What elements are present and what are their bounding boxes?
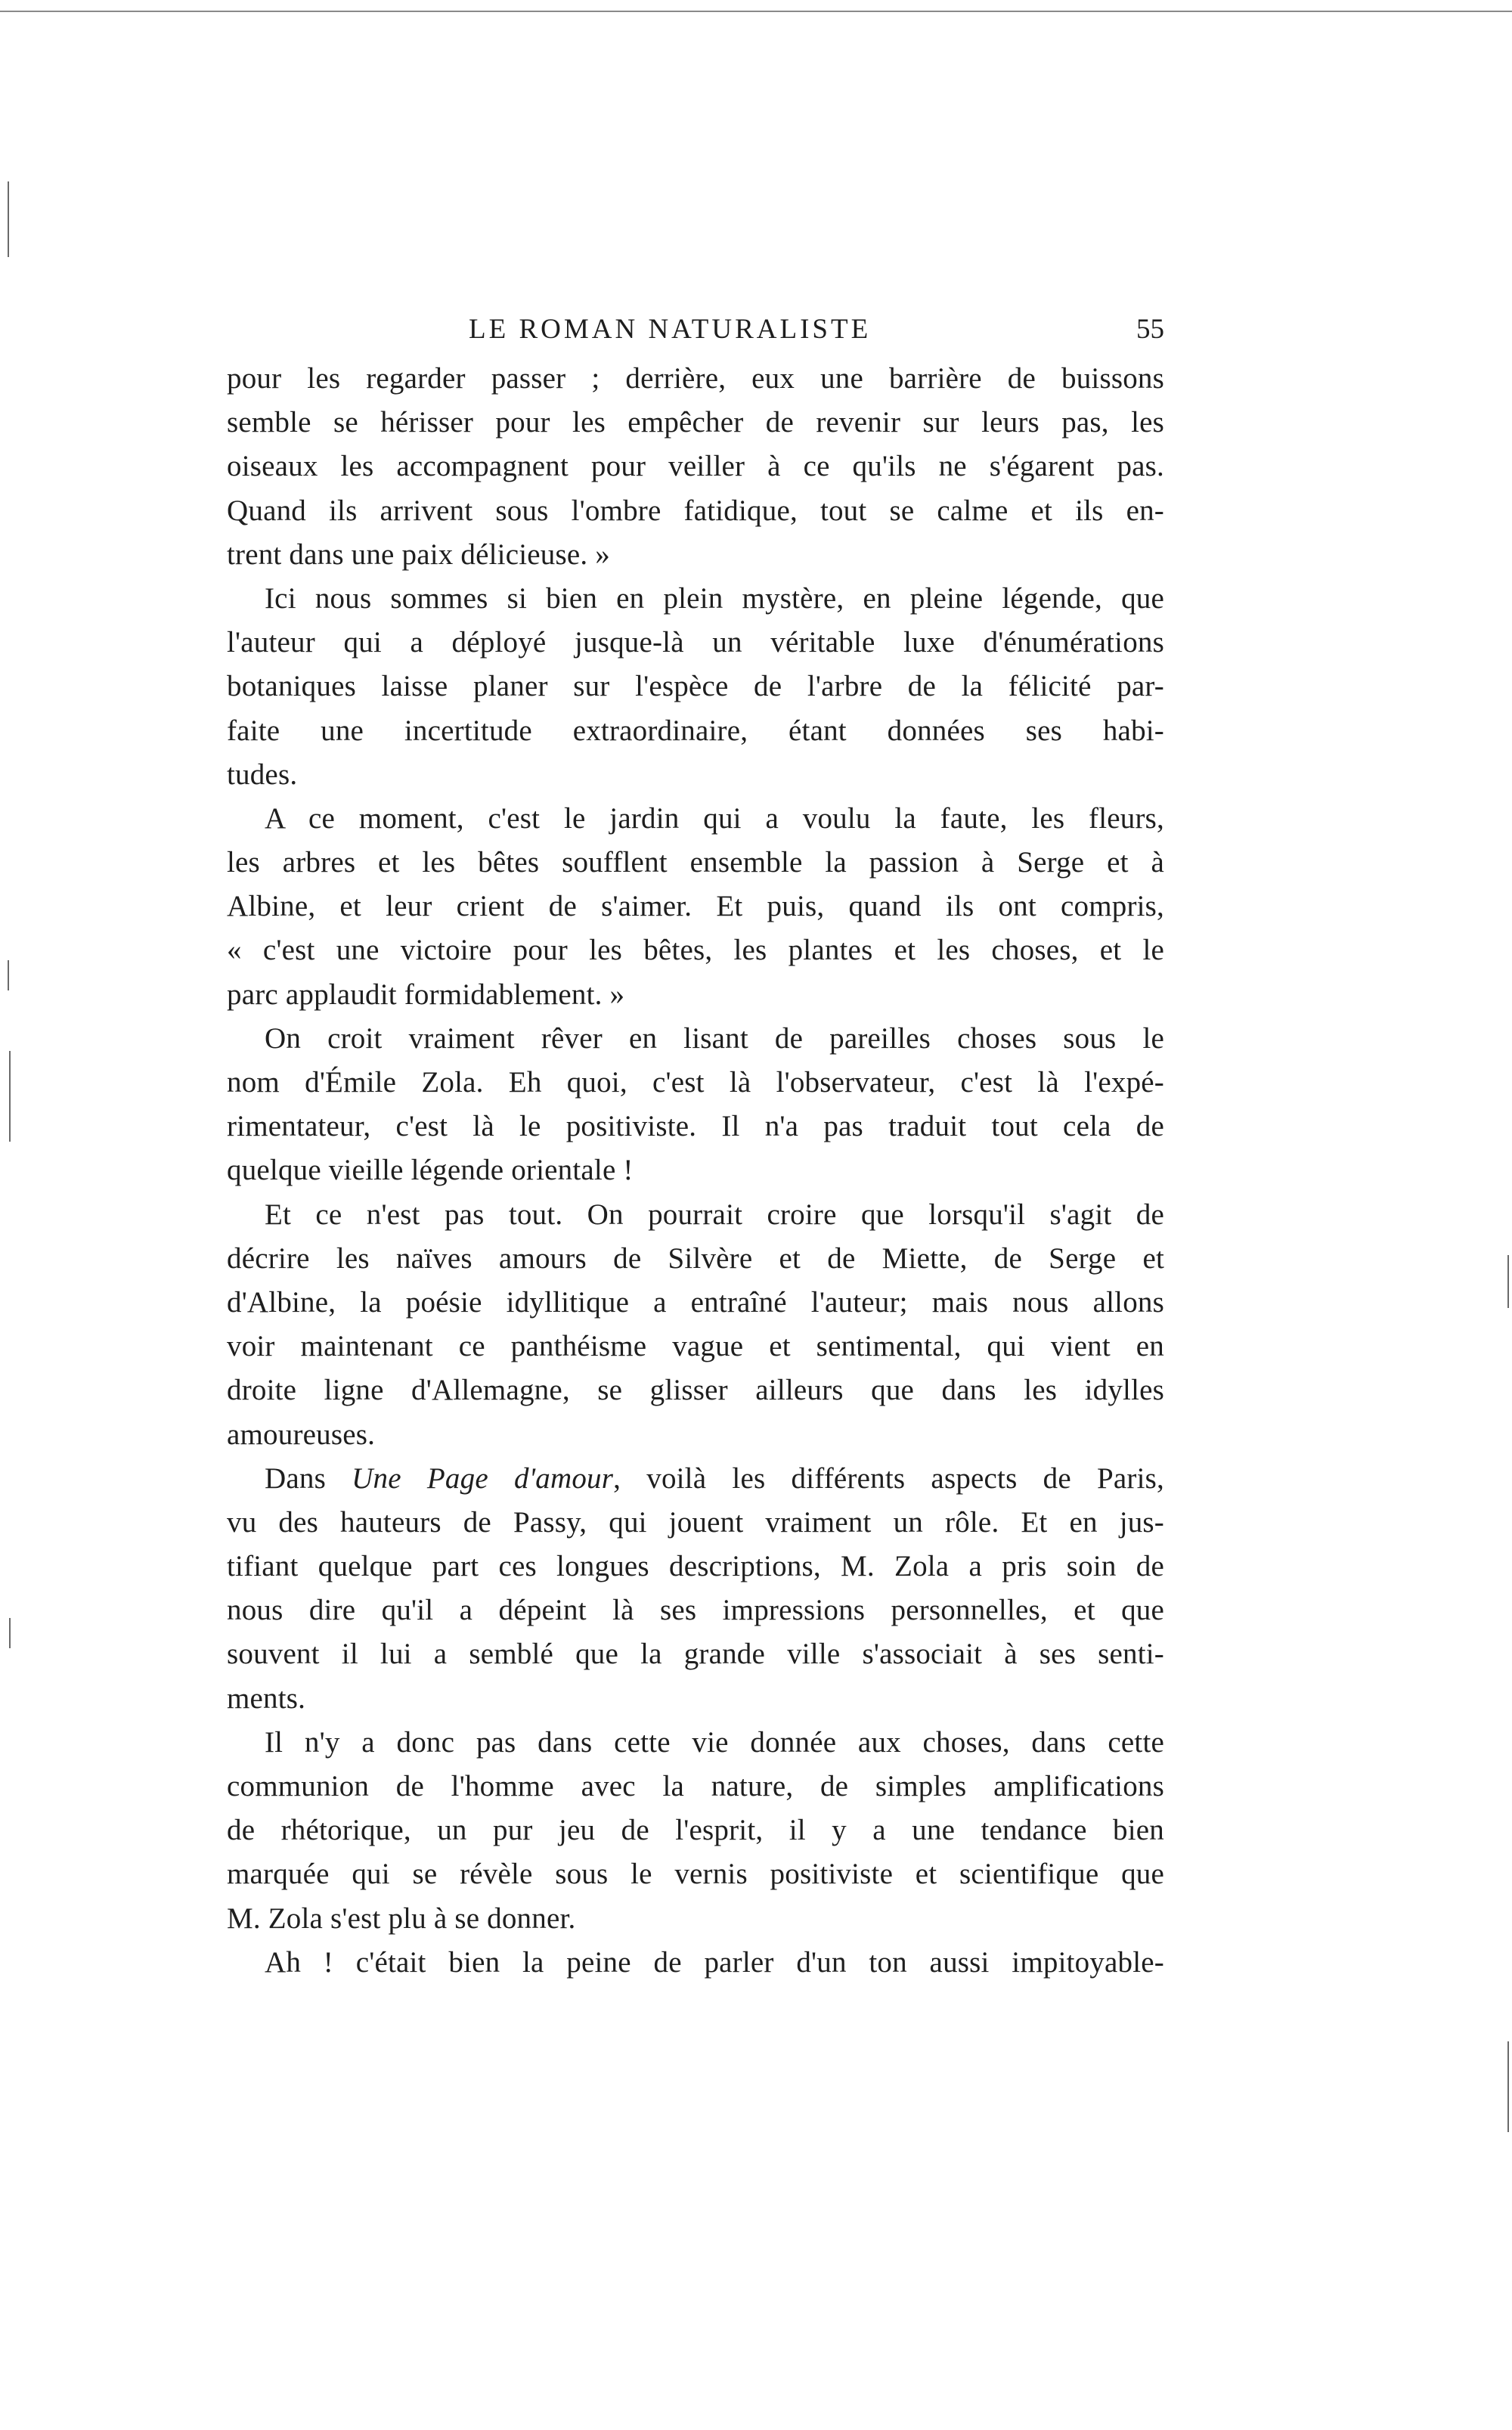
- text-line: semble se hérisser pour les empêcher de revenir sur leurs pas, les: [227, 406, 1164, 439]
- scan-left-mark-4: [9, 1618, 11, 1648]
- text-line: d'Albine, la poésie idyllitique a entraîné l'auteur; mais nous allons: [227, 1285, 1164, 1319]
- text-line: amoureuses.: [227, 1418, 376, 1451]
- text-line: nous dire qu'il a dépeint là ses impressions personnelles, et que: [227, 1594, 1164, 1627]
- text-line: Ici nous sommes si bien en plein mystère, en pleine légende, que: [265, 581, 1164, 615]
- text-line: Et ce n'est pas tout. On pourrait croire que lorsqu'il s'agit de: [265, 1198, 1164, 1231]
- text-line: l'auteur qui a déployé jusque-là un véritable luxe d'énumérations: [227, 626, 1164, 659]
- text-line: quelque vieille légende orientale !: [227, 1154, 634, 1187]
- page-number: 55: [1136, 314, 1164, 345]
- text-line: faite une incertitude extraordinaire, étant données ses habi-: [227, 714, 1164, 747]
- text-line: « c'est une victoire pour les bêtes, les plantes et les choses, et le: [227, 934, 1164, 967]
- scan-left-mark-1: [8, 181, 9, 257]
- page-header: [227, 307, 1164, 352]
- text-line: trent dans une paix délicieuse. »: [227, 538, 610, 571]
- text-line: Quand ils arrivent sous l'ombre fatidique, tout se calme et ils en-: [227, 494, 1164, 527]
- text-segment: , voilà les différents aspects de Paris,: [613, 1461, 1164, 1495]
- scan-right-mark-2: [1507, 2041, 1509, 2132]
- text-line: Il n'y a donc pas dans cette vie donnée aux choses, dans cette: [265, 1725, 1164, 1759]
- text-line: M. Zola s'est plu à se donner.: [227, 1902, 576, 1935]
- text-line: rimentateur, c'est là le positiviste. Il n'a pas traduit tout cela de: [227, 1110, 1164, 1143]
- text-line: ments.: [227, 1681, 306, 1715]
- text-line: tifiant quelque part ces longues descriptions, M. Zola a pris soin de: [227, 1550, 1164, 1583]
- text-line: marquée qui se révèle sous le vernis positiviste et scientifique que: [227, 1858, 1164, 1891]
- scan-right-mark-1: [1507, 1255, 1509, 1308]
- text-line: oiseaux les accompagnent pour veiller à ce qu'ils ne s'égarent pas.: [227, 450, 1164, 483]
- text-segment: Dans: [265, 1461, 352, 1495]
- text-line: de rhétorique, un pur jeu de l'esprit, il y a une tendance bien: [227, 1814, 1164, 1847]
- running-title: LE ROMAN NATURALISTE: [469, 314, 872, 345]
- text-line: vu des hauteurs de Passy, qui jouent vraiment un rôle. Et en jus-: [227, 1505, 1164, 1539]
- scan-left-mark-3: [9, 1051, 11, 1142]
- text-line: Ah ! c'était bien la peine de parler d'un ton aussi impitoyable-: [265, 1945, 1164, 1979]
- text-line: souvent il lui a semblé que la grande ville s'associait à ses senti-: [227, 1638, 1164, 1671]
- text-line: Albine, et leur crient de s'aimer. Et puis, quand ils ont compris,: [227, 890, 1164, 923]
- text-line: nom d'Émile Zola. Eh quoi, c'est là l'observateur, c'est là l'expé-: [227, 1066, 1164, 1099]
- text-line: communion de l'homme avec la nature, de simples amplifications: [227, 1770, 1164, 1802]
- text-line: voir maintenant ce panthéisme vague et sentimental, qui vient en: [227, 1330, 1164, 1363]
- body-text: [227, 357, 1164, 1985]
- text-line: [227, 1457, 1164, 1501]
- text-line: parc applaudit formidablement. »: [227, 978, 625, 1011]
- text-line: On croit vraiment rêver en lisant de pareilles choses sous le: [265, 1021, 1164, 1055]
- text-line: droite ligne d'Allemagne, se glisser ailleurs que dans les idylles: [227, 1374, 1164, 1407]
- text-line: les arbres et les bêtes soufflent ensemble la passion à Serge et à: [227, 846, 1164, 879]
- text-line: pour les regarder passer ; derrière, eux une barrière de buissons: [227, 362, 1164, 395]
- text-line: A ce moment, c'est le jardin qui a voulu la faute, les fleurs,: [265, 801, 1164, 835]
- book-title: Une Page d'amour: [352, 1461, 614, 1495]
- text-line: botaniques laisse planer sur l'espèce de l'arbre de la félicité par-: [227, 670, 1164, 703]
- text-line: décrire les naïves amours de Silvère et de Miette, de Serge et: [227, 1241, 1164, 1275]
- scan-left-mark-2: [8, 960, 9, 990]
- scan-top-rule: [0, 11, 1512, 12]
- text-line: tudes.: [227, 758, 298, 791]
